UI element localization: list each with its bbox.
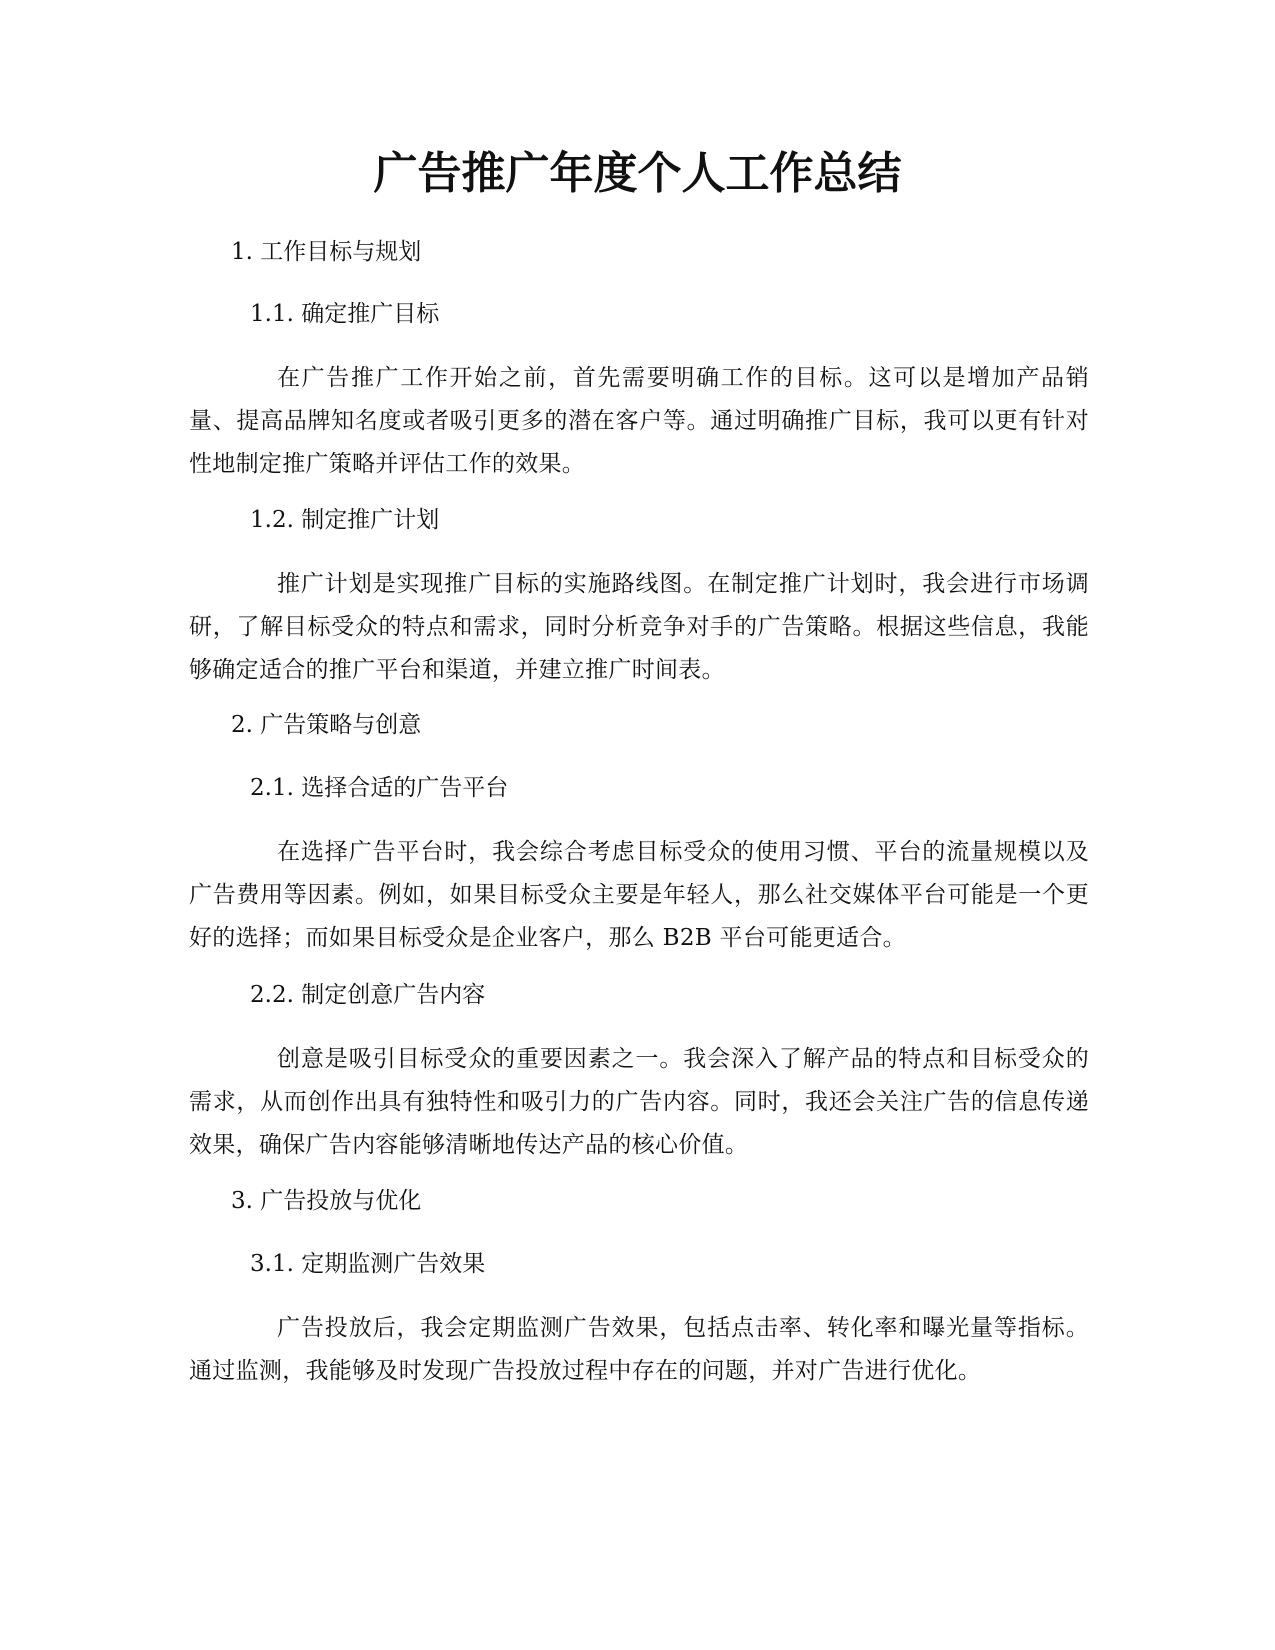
- paragraph-2-2: 创意是吸引目标受众的重要因素之一。我会深入了解产品的特点和目标受众的需求，从而创作出具有独特性和吸引力的广告内容。同时，我还会关注广告的信息传递效果，确保广告内容能够清晰地传达产品的核心价值。: [189, 1046, 1089, 1158]
- paragraph-3-1: 广告投放后，我会定期监测广告效果，包括点击率、转化率和曝光量等指标。通过监测，我能够及时发现广告投放过程中存在的问题，并对广告进行优化。: [189, 1315, 1089, 1384]
- section-heading-3: 3. 广告投放与优化: [231, 1188, 422, 1214]
- section-heading-1: 1. 工作目标与规划: [231, 239, 422, 265]
- section-heading-2: 2. 广告策略与创意: [231, 712, 422, 738]
- subsection-heading-1-1: 1.1. 确定推广目标: [250, 301, 440, 327]
- subsection-heading-2-2: 2.2. 制定创意广告内容: [250, 982, 486, 1008]
- paragraph-1-2: 推广计划是实现推广目标的实施路线图。在制定推广计划时，我会进行市场调研，了解目标受众的特点和需求，同时分析竞争对手的广告策略。根据这些信息，我能够确定适合的推广平台和渠道，并建立推广时间表。: [189, 571, 1089, 683]
- paragraph-1-1: 在广告推广工作开始之前，首先需要明确工作的目标。这可以是增加产品销量、提高品牌知名度或者吸引更多的潜在客户等。通过明确推广目标，我可以更有针对性地制定推广策略并评估工作的效果。: [189, 365, 1089, 477]
- subsection-heading-3-1: 3.1. 定期监测广告效果: [250, 1251, 486, 1277]
- document-title: 广告推广年度个人工作总结: [373, 148, 902, 199]
- paragraph-2-1: 在选择广告平台时，我会综合考虑目标受众的使用习惯、平台的流量规模以及广告费用等因素。例如，如果目标受众主要是年轻人，那么社交媒体平台可能是一个更好的选择；而如果目标受众是企业客户，那么 B2B 平台可能更适合。: [189, 839, 1089, 951]
- subsection-heading-2-1: 2.1. 选择合适的广告平台: [250, 775, 509, 801]
- subsection-heading-1-2: 1.2. 制定推广计划: [250, 507, 440, 533]
